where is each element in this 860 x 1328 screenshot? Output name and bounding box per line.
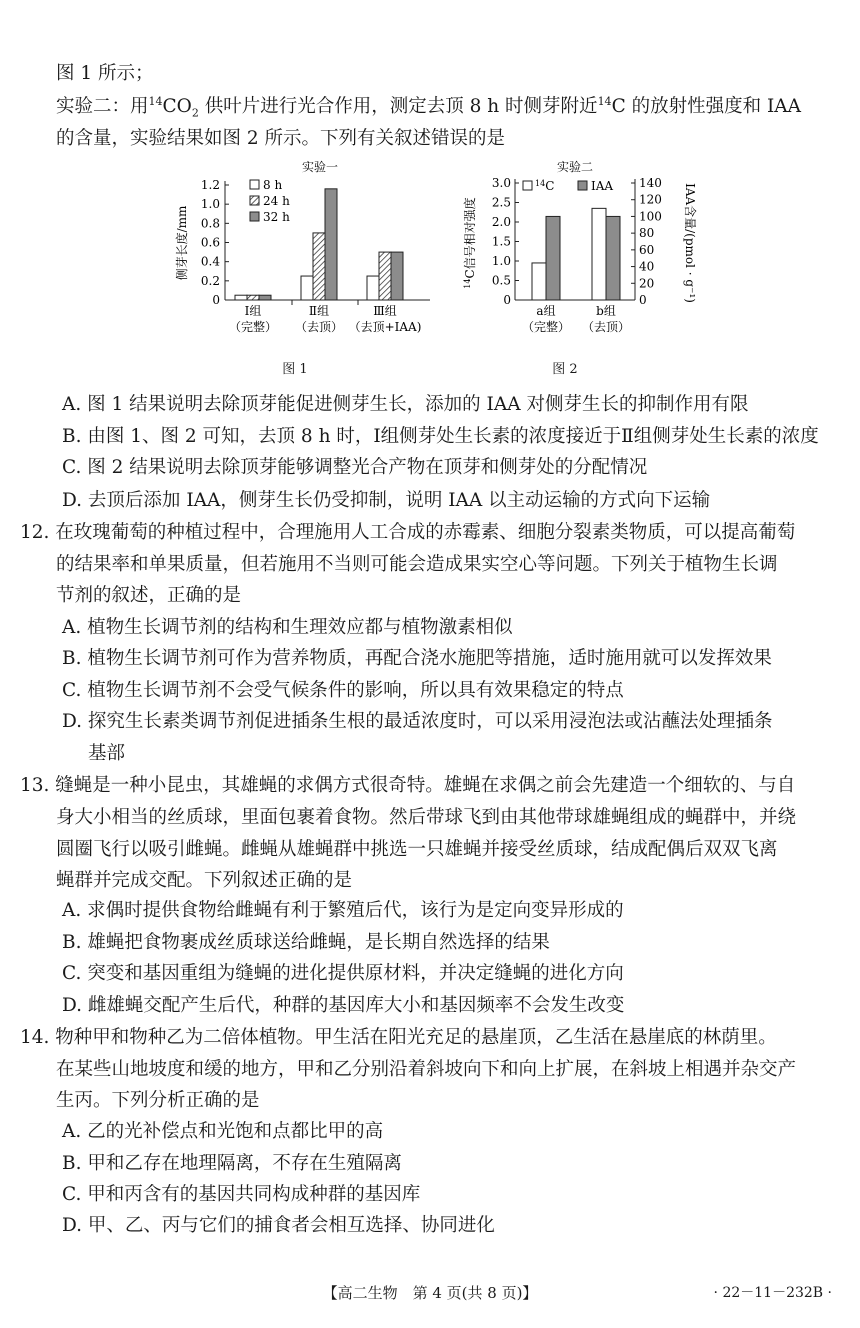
y-tick-label: 1.2: [200, 178, 220, 192]
x-tick-note: （去顶）: [581, 320, 631, 334]
bar-32h-0: [259, 295, 271, 300]
chart-title: 实验二: [556, 160, 594, 174]
legend-swatch: [250, 212, 259, 221]
bar-14C-0: [532, 263, 546, 300]
intro-sup: 14: [148, 94, 163, 108]
q11-option-d: D. 去顶后添加 IAA，侧芽生长仍受抑制，说明 IAA 以主动运输的方式向下运输: [62, 490, 711, 511]
q14-option-b: B. 甲和乙存在地理隔离，不存在生殖隔离: [62, 1153, 402, 1174]
chart-title: 实验一: [301, 160, 339, 174]
intro-text: CO: [162, 96, 192, 117]
q12-stem-1: 12. 在玫瑰葡萄的种植过程中，合理施用人工合成的赤霉素、细胞分裂素类物质，可以提高葡萄: [20, 522, 796, 543]
intro-text: 实验二：用: [56, 96, 149, 117]
legend-label: 24 h: [263, 194, 290, 208]
q12-option-d: D. 探究生长素类调节剂促进插条生根的最适浓度时，可以采用浸泡法或沾蘸法处理插条: [62, 711, 773, 732]
y-tick-label: 0.4: [200, 254, 220, 269]
x-tick-note: （去顶）: [294, 320, 344, 334]
x-tick-note: （去顶+IAA): [348, 320, 422, 334]
y-right-tick-label: 140: [639, 176, 662, 190]
q13-stem-1: 13. 缝蝇是一种小昆虫，其雄蝇的求偶方式很奇特。雄蝇在求偶之前会先建造一个细软的、与自: [20, 775, 796, 796]
y-right-tick-label: 20: [639, 276, 655, 291]
q11-option-c: C. 图 2 结果说明去除顶芽能够调整光合产物在顶芽和侧芽处的分配情况: [62, 457, 648, 478]
y-right-tick-label: 120: [639, 192, 662, 207]
y-tick-label: 0: [503, 293, 511, 307]
intro-line-2: [56, 95, 801, 119]
q14-stem-2: 在某些山地坡度和缓的地方，甲和乙分别沿着斜坡向下和向上扩展，在斜坡上相遇并杂交产: [56, 1059, 797, 1080]
q11-option-b: B. 由图 1、图 2 可知，去顶 8 h 时，Ⅰ组侧芽处生长素的浓度接近于Ⅱ组侧芽处生长素的浓度: [62, 426, 819, 447]
bar-8h-0: [235, 295, 247, 300]
q12-stem-3: 节剂的叙述，正确的是: [56, 585, 242, 606]
y-right-tick-label: 40: [639, 259, 655, 274]
x-tick-label: a组: [536, 304, 556, 318]
q14-option-c: C. 甲和丙含有的基因共同构成种群的基因库: [62, 1184, 421, 1205]
x-tick-note: （完整）: [521, 320, 571, 334]
bar-24h-0: [247, 295, 259, 300]
figure-1-label: 图 1: [282, 362, 308, 377]
q13-stem-3: 圆圈飞行以吸引雌蝇。雌蝇从雄蝇群中挑选一只雄蝇并接受丝质球，结成配偶后双双飞离: [56, 839, 778, 860]
y-axis-label: 侧芽长度/mm: [175, 205, 189, 281]
intro-text: 供叶片进行光合作用，测定去顶 8 h 时侧芽附近: [198, 96, 598, 117]
q12-option-d-cont: 基部: [88, 743, 126, 764]
page-footer: 【高二生物 第 4 页(共 8 页)】: [322, 1284, 538, 1302]
legend-label: IAA: [591, 179, 614, 193]
y-tick-label: 1.0: [200, 197, 220, 212]
y-axis-label: $^{14}$C信号相对强度: [463, 197, 477, 289]
figure-1-chart: [170, 155, 440, 345]
q11-option-a: A. 图 1 结果说明去除顶芽能促进侧芽生长，添加的 IAA 对侧芽生长的抑制作用有限: [62, 394, 749, 415]
bar-32h-1: [325, 189, 337, 300]
x-tick-label: Ⅰ组: [244, 304, 262, 318]
y-right-tick-label: 80: [639, 226, 655, 241]
intro-line-1: 图 1 所示；: [56, 63, 154, 84]
y-tick-label: 1.5: [491, 234, 511, 249]
bar-8h-1: [301, 276, 313, 300]
q13-option-b: B. 雄蝇把食物裹成丝质球送给雌蝇，是长期自然选择的结果: [62, 932, 550, 953]
y-tick-label: 1.0: [491, 254, 511, 268]
intro-sub: 2: [191, 106, 199, 120]
q12-option-b: B. 植物生长调节剂可作为营养物质，再配合浇水施肥等措施，适时施用就可以发挥效果: [62, 648, 772, 669]
bar-32h-2: [391, 252, 403, 300]
bar-24h-1: [313, 233, 325, 300]
legend-swatch: [250, 196, 259, 205]
q14-stem-3: 生丙。下列分析正确的是: [56, 1090, 260, 1111]
bar-IAA-1: [606, 216, 620, 300]
q12-option-c: C. 植物生长调节剂不会受气候条件的影响，所以具有效果稳定的特点: [62, 680, 624, 701]
paper-code: · 22－11－232B ·: [713, 1285, 832, 1301]
q14-option-d: D. 甲、乙、丙与它们的捕食者会相互选择、协同进化: [62, 1215, 495, 1236]
q13-stem-2: 身大小相当的丝质球，里面包裹着食物。然后带球飞到由其他带球雄蝇组成的蝇群中，并绕: [56, 807, 797, 828]
q14-option-a: A. 乙的光补偿点和光饱和点都比甲的高: [62, 1121, 384, 1142]
q12-option-a: A. 植物生长调节剂的结构和生理效应都与植物激素相似: [62, 617, 513, 638]
q13-option-c: C. 突变和基因重组为缝蝇的进化提供原材料，并决定缝蝇的进化方向: [62, 963, 624, 984]
x-tick-note: （完整）: [228, 320, 278, 334]
y-tick-label: 0.8: [200, 216, 220, 231]
legend-swatch: [250, 180, 259, 189]
y-right-tick-label: 100: [639, 209, 662, 224]
intro-line-3: 的含量，实验结果如图 2 所示。下列有关叙述错误的是: [56, 128, 506, 149]
bar-14C-1: [592, 208, 606, 300]
bar-8h-2: [367, 276, 379, 300]
y-tick-label: 0.2: [200, 273, 220, 288]
x-tick-label: Ⅲ组: [373, 304, 397, 318]
y-tick-label: 2.0: [491, 215, 511, 229]
y-right-tick-label: 60: [639, 242, 655, 257]
legend-swatch: [523, 181, 532, 190]
y-axis-right-label: IAA含量/(pmol · g⁻¹): [683, 183, 697, 303]
y-right-tick-label: 0: [639, 293, 647, 307]
x-tick-label: b组: [596, 304, 616, 318]
q14-stem-1: 14. 物种甲和物种乙为二倍体植物。甲生活在阳光充足的悬崖顶，乙生活在悬崖底的林荫里。: [20, 1027, 777, 1048]
y-tick-label: 0.5: [491, 273, 511, 288]
y-tick-label: 0: [212, 293, 220, 307]
y-tick-label: 3.0: [491, 176, 511, 190]
legend-label: 8 h: [263, 178, 283, 192]
intro-sup: 14: [597, 94, 612, 108]
q13-option-d: D. 雌雄蝇交配产生后代，种群的基因库大小和基因频率不会发生改变: [62, 995, 625, 1016]
legend-swatch: [578, 181, 587, 190]
y-tick-label: 2.5: [491, 195, 511, 210]
legend-label: $^{14}$C: [535, 179, 555, 193]
figure-2-label: 图 2: [552, 362, 578, 377]
legend-label: 32 h: [263, 210, 290, 224]
intro-text: C 的放射性强度和 IAA: [611, 96, 802, 117]
bar-24h-2: [379, 252, 391, 300]
x-tick-label: Ⅱ组: [308, 304, 330, 318]
q12-stem-2: 的结果率和单果质量，但若施用不当则可能会造成果实空心等问题。下列关于植物生长调: [56, 554, 778, 575]
y-tick-label: 0.6: [200, 235, 220, 250]
figure-2-chart: [460, 155, 700, 345]
bar-IAA-0: [546, 216, 560, 300]
q13-option-a: A. 求偶时提供食物给雌蝇有利于繁殖后代，该行为是定向变异形成的: [62, 900, 624, 921]
q13-stem-4: 蝇群并完成交配。下列叙述正确的是: [56, 870, 353, 891]
